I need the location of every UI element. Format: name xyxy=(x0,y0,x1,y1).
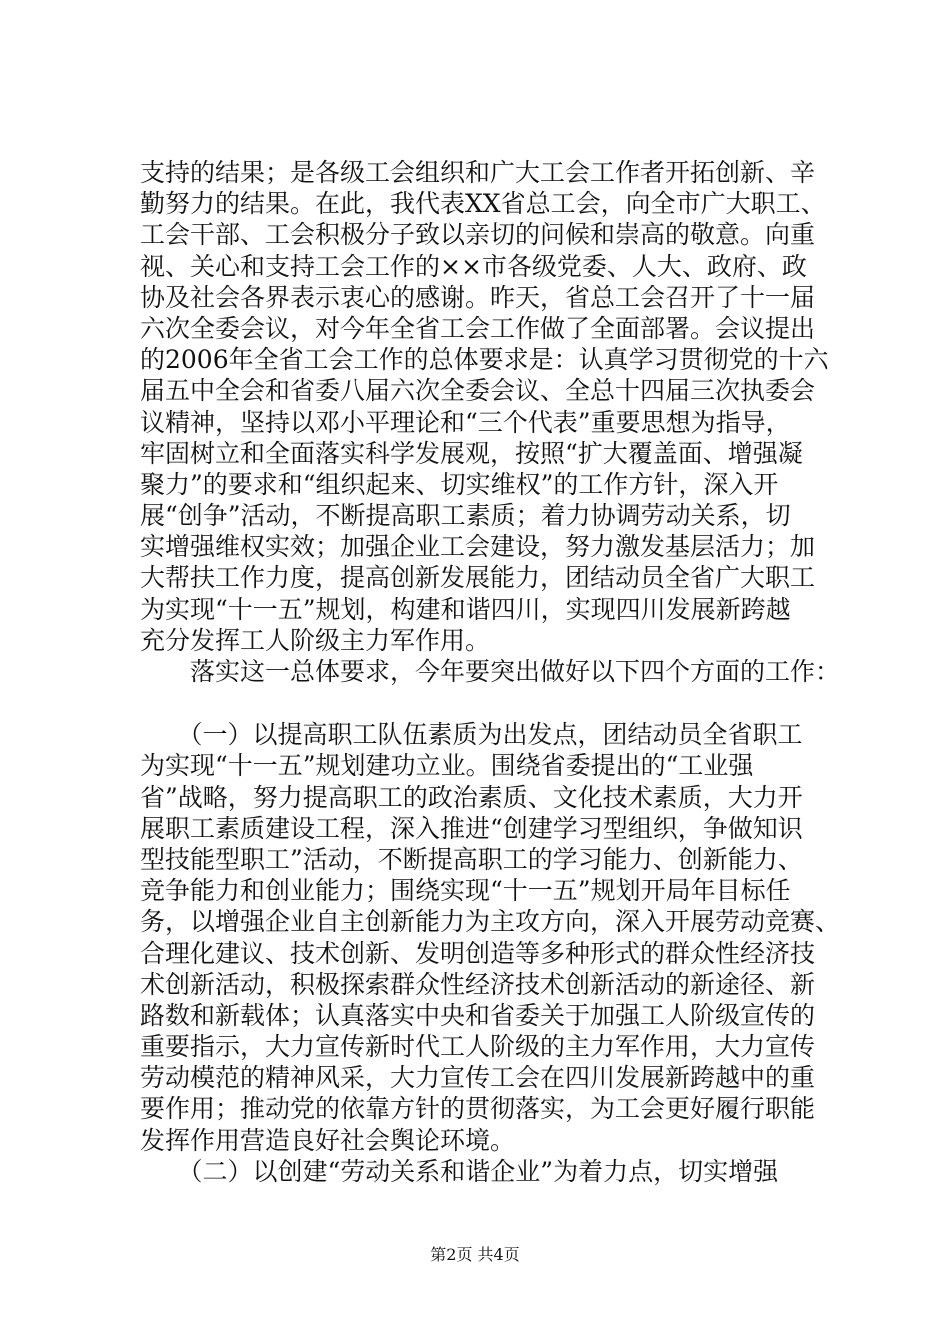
text-line: 支持的结果；是各级工会组织和广大工会工作者开拓创新、辛 xyxy=(140,158,816,187)
text-line: （二）以创建“劳动关系和谐企业”为着力点，切实增强 xyxy=(140,1156,779,1186)
text-line: 要作用；推动党的依靠方针的贯彻落实，为工会更好履行职能 xyxy=(140,1094,816,1124)
text-line: 勤努力的结果。在此，我代表XX省总工会，向全市广大职工、 xyxy=(140,189,826,219)
text-line: 合理化建议、技术创新、发明创造等多种形式的群众性经济技 xyxy=(140,938,816,968)
text-line: 协及社会各界表示衷心的感谢。昨天，省总工会召开了十一届 xyxy=(140,282,816,312)
text-line: 的2006年全省工会工作的总体要求是：认真学习贯彻党的十六 xyxy=(140,345,829,375)
text-line: 重要指示，大力宣传新时代工人阶级的主力军作用，大力宣传 xyxy=(140,1032,816,1062)
text-line: 议精神，坚持以邓小平理论和“三个代表”重要思想为指导， xyxy=(140,407,791,437)
text-line: 工会干部、工会积极分子致以亲切的问候和崇高的敬意。向重 xyxy=(140,220,816,250)
text-line: 展职工素质建设工程，深入推进“创建学习型组织，争做知识 xyxy=(140,813,803,843)
text-line: 聚力”的要求和“组织起来、切实维权”的工作方针，深入开 xyxy=(140,469,779,499)
text-line: 路数和新载体；认真落实中央和省委关于加强工人阶级宣传的 xyxy=(140,1000,816,1030)
text-line: 务，以增强企业自主创新能力为主攻方向，深入开展劳动竞赛、 xyxy=(140,907,840,937)
paragraph-gap xyxy=(140,687,840,719)
text-line: 劳动模范的精神风采，大力宣传工会在四川发展新跨越中的重 xyxy=(140,1063,816,1093)
text-line: 竞争能力和创业能力；围绕实现“十一五”规划开局年目标任 xyxy=(140,876,791,906)
text-line: （一）以提高职工队伍素质为出发点，团结动员全省职工 xyxy=(140,720,803,750)
text-line: 牢固树立和全面落实科学发展观，按照“扩大覆盖面、增强凝 xyxy=(140,438,803,468)
text-line: 为实现“十一五”规划，构建和谐四川，实现四川发展新跨越 xyxy=(140,594,791,624)
text-line: 术创新活动，积极探索群众性经济技术创新活动的新途径、新 xyxy=(140,969,816,999)
text-line: 届五中全会和省委八届六次全委会议、全总十四届三次执委会 xyxy=(140,376,816,406)
text-line: 六次全委会议，对今年全省工会工作做了全面部署。会议提出 xyxy=(140,313,816,343)
text-line: 为实现“十一五”规划建功立业。围绕省委提出的“工业强 xyxy=(140,751,754,781)
text-line: 视、关心和支持工会工作的××市各级党委、人大、政府、政 xyxy=(140,251,807,281)
body-text xyxy=(140,157,840,1187)
text-line: 发挥作用营造良好社会舆论环境。 xyxy=(140,1125,516,1155)
text-line: 型技能型职工”活动，不断提高职工的学习能力、创新能力、 xyxy=(140,844,803,874)
text-line: 展“创争”活动，不断提高职工素质；着力协调劳动关系，切 xyxy=(140,501,791,531)
text-line: 充分发挥工人阶级主力军作用。 xyxy=(140,625,491,655)
text-line: 实增强维权实效；加强企业工会建设，努力激发基层活力；加 xyxy=(140,532,816,562)
text-line: 落实这一总体要求，今年要突出做好以下四个方面的工作： xyxy=(140,657,840,686)
text-line: 大帮扶工作力度，提高创新发展能力，团结动员全省广大职工 xyxy=(140,563,816,593)
page-number-footer: 第2页 共4页 xyxy=(430,1245,520,1264)
text-line: 省”战略，努力提高职工的政治素质、文化技术素质，大力开 xyxy=(140,782,803,812)
